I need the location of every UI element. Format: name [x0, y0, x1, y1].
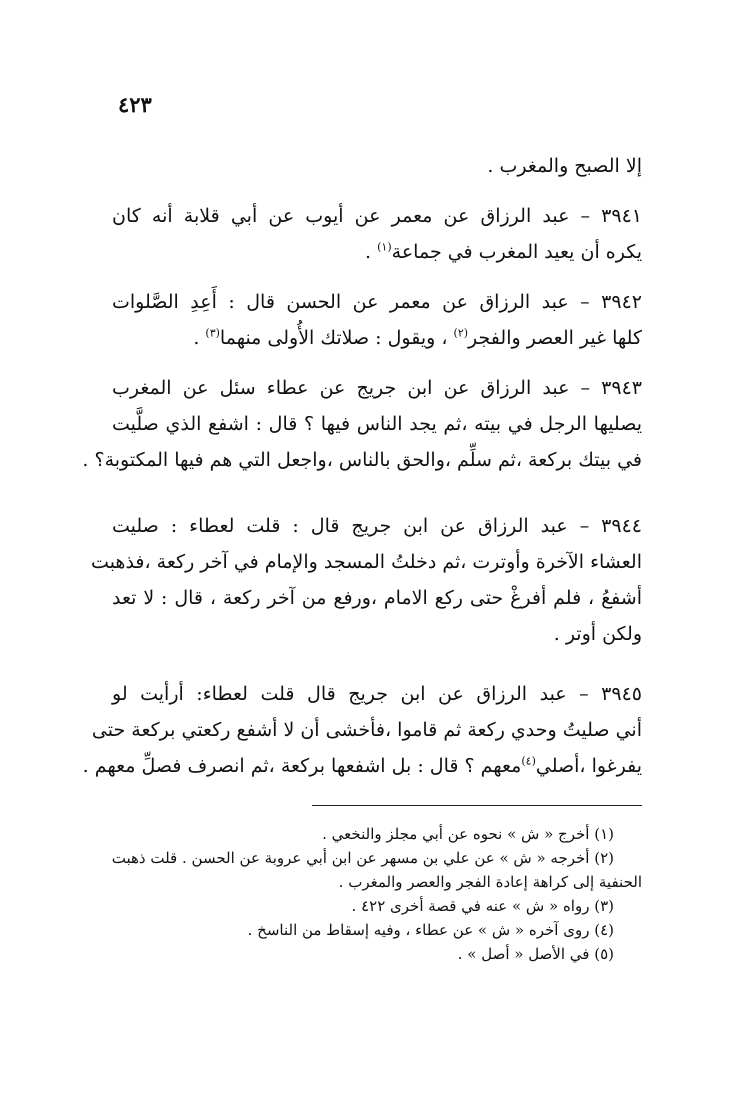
- text-line: العشاء الآخرة وأوترت ،ثم دخلتُ المسجد والإمام في آخر ركعة ،فذهبت: [91, 551, 642, 573]
- footnote-ref: (١): [377, 240, 392, 254]
- text-line: ٣٩٤١ – عبد الرزاق عن معمر عن أيوب عن أبي قلابة أنه كان: [112, 205, 642, 227]
- intro-paragraph: [112, 148, 642, 184]
- text-line: ولكن أوتر .: [553, 623, 642, 645]
- text-line: ٣٩٤٤ – عبد الرزاق عن ابن جريج قال : قلت لعطاء : صليت: [112, 515, 642, 537]
- text-line: ٣٩٤٣ – عبد الرزاق عن ابن جريج عن عطاء سئل عن المغرب: [112, 377, 642, 399]
- footnote-1: (١) أخرج « ش » نحوه عن أبي مجلز والنخعي .: [322, 825, 614, 843]
- text-line: أني صليتُ وحدي ركعة ثم قاموا ،فأخشى أن لا أشفع ركعتي بركعة حتى: [91, 719, 642, 741]
- footnote-divider: [312, 805, 642, 806]
- footnotes-section: [112, 822, 642, 966]
- footnote-2-continued: الحنفية إلى كراهة إعادة الفجر والعصر والمغرب .: [338, 873, 642, 891]
- text-line: أشفعُ ، فلم أفرغْ حتى ركع الامام ،ورفع من آخر ركعة ، قال : لا تعد: [112, 587, 642, 609]
- footnote-3: (٣) رواه « ش » عنه في قصة أخرى ٤٢٢ .: [351, 897, 614, 915]
- footnote-ref: (٣): [205, 326, 220, 340]
- text-line: ٣٩٤٥ – عبد الرزاق عن ابن جريج قال قلت لعطاء: أرأيت لو: [112, 683, 642, 705]
- footnote-ref: (٢): [453, 326, 469, 340]
- footnote-ref: (٤): [521, 754, 536, 768]
- page-number: ٤٢٣: [118, 92, 152, 117]
- hadith-3942: [112, 284, 642, 356]
- footnote-5: (٥) في الأصل « أصل » .: [457, 945, 614, 963]
- text-line: ٣٩٤٢ – عبد الرزاق عن معمر عن الحسن قال : أَعِدِ الصَّلوات: [112, 291, 642, 313]
- footnote-2: (٢) أخرجه « ش » عن علي بن مسهر عن ابن أبي عروبة عن الحسن . قلت ذهبت: [111, 849, 614, 867]
- hadith-3944: [91, 508, 642, 652]
- hadith-3945: [82, 676, 642, 784]
- footnote-4: (٤) روى آخره « ش » عن عطاء ، وفيه إسقاط من الناسخ .: [247, 921, 614, 939]
- hadith-3941: [112, 198, 642, 270]
- hadith-3943: [82, 370, 642, 478]
- text-line: يكره أن يعيد المغرب في جماعة$^{(١)}$ .: [365, 240, 642, 263]
- text-line: إلا الصبح والمغرب .: [487, 155, 642, 177]
- text-line: كلها غير العصر والفجر$^{(٢)}$ ، ويقول : صلاتك الأُولى منهما$^{(٣)}$ .: [193, 326, 642, 349]
- text-line: يصليها الرجل في بيته ،ثم يجد الناس فيها ؟ قال : اشفع الذي صلَّيت: [112, 413, 642, 435]
- text-line: يفرغوا ،أصلي$^{(٤)}$معهم ؟ قال : بل اشفعها بركعة ،ثم انصرف فصلِّ معهم .: [82, 754, 642, 777]
- text-line: في بيتك بركعة ،ثم سلِّم ،والحق بالناس ،واجعل التي هم فيها المكتوبة؟ .: [82, 449, 642, 471]
